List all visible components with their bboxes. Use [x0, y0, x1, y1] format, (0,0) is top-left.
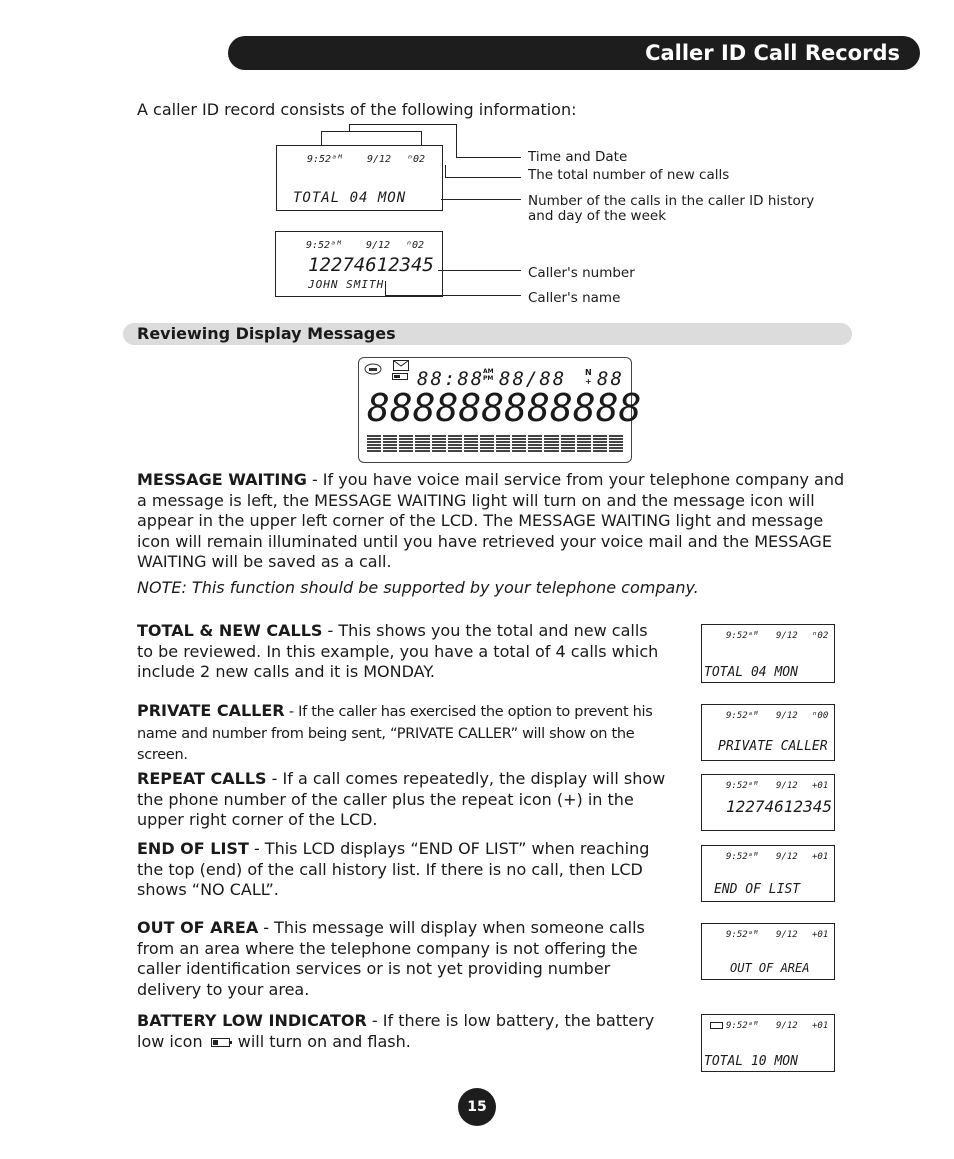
repeat-calls-paragraph: REPEAT CALLS - If a call comes repeatedly, the display will show the phone number of the caller plus the repeat icon (+) in the upper right corner of the LCD. [137, 769, 666, 830]
lcd-main-text: TOTAL 04 MON [293, 190, 407, 206]
message-icon [393, 360, 409, 371]
header-bar [228, 36, 920, 70]
callout-line [385, 281, 386, 296]
lcd-total-new: 9:52ᵃᴹ 9/12 ⁿ02 TOTAL 04 MON [701, 624, 835, 683]
section-title: Reviewing Display Messages [137, 324, 396, 343]
note-text: NOTE: This function should be supported by your telephone company. [137, 578, 699, 597]
lcd-date: 9/12 [367, 154, 392, 165]
callout-line [445, 177, 521, 178]
label-callers-number: Caller's number [528, 265, 635, 281]
ampm-label: AM PM [483, 368, 494, 382]
lcd-caller-name: JOHN SMITH [308, 278, 385, 291]
segment-time: 88:88 [417, 368, 485, 390]
lcd-time: 9:52ᵃᴹ [306, 240, 343, 251]
total-new-paragraph: TOTAL & NEW CALLS - This shows you the total and new calls to be reviewed. In this example, you have a total of 4 calls which include 2 new calls and it is MONDAY. [137, 621, 659, 682]
end-of-list-paragraph: END OF LIST - This LCD displays “END OF LIST” when reaching the top (end) of the call history list. If there is no call, then LCD shows “NO CALL”. [137, 839, 650, 900]
out-of-area-paragraph: OUT OF AREA - This message will display when someone calls from an area where the telephone company is not offering the caller identification services or is not yet providing number delivery to your area. [137, 918, 645, 999]
label-history-line2: and day of the week [528, 208, 667, 224]
label-time-date: Time and Date [528, 149, 628, 165]
callout-line [385, 295, 521, 296]
lcd-out-of-area: 9:52ᵃᴹ 9/12 +01 OUT OF AREA [701, 923, 835, 980]
segment-date: 88/88 [499, 368, 567, 390]
phone-icon [363, 362, 383, 376]
lcd-battery-low: 9:52ᵃᴹ 9/12 +01 TOTAL 10 MON [701, 1014, 835, 1072]
lcd-count: ⁿ02 [406, 240, 425, 251]
label-callers-name: Caller's name [528, 290, 621, 306]
callout-line [456, 124, 457, 158]
private-caller-paragraph: PRIVATE CALLER - If the caller has exercised the option to prevent his name and number from being sent, “PRIVATE CALLER” will show on the screen. [137, 701, 653, 764]
lcd-example-summary [276, 145, 443, 211]
lcd-main-text: END OF LIST [714, 882, 801, 897]
lcd-main-text: OUT OF AREA [730, 961, 810, 975]
callout-line [321, 131, 421, 132]
lcd-main-text: TOTAL 04 MON [704, 665, 798, 680]
section-bar [123, 323, 852, 345]
callout-line [456, 157, 521, 158]
battery-icon [392, 373, 410, 380]
full-lcd-display [358, 357, 642, 463]
page-number: 15 [458, 1088, 496, 1126]
battery-low-paragraph: BATTERY LOW INDICATOR - If there is low battery, the battery low icon will turn on and flash. [137, 1011, 655, 1051]
segment-main: 888888888888 [367, 386, 642, 430]
lcd-main-text: 12274612345 [726, 797, 832, 816]
lcd-repeat-calls: 9:52ᵃᴹ 9/12 +01 12274612345 [701, 774, 835, 831]
label-total-new: The total number of new calls [528, 167, 730, 183]
label-history-line1: Number of the calls in the caller ID history [528, 193, 815, 209]
new-repeat-label: N + [585, 368, 592, 386]
callout-line [349, 124, 457, 125]
battery-icon [710, 1022, 723, 1029]
callout-line [349, 124, 350, 132]
lcd-date: 9/12 [366, 240, 391, 251]
dot-matrix-row [367, 434, 623, 452]
page-title: Caller ID Call Records [645, 41, 900, 65]
lcd-private-caller: 9:52ᵃᴹ 9/12 ⁿ00 PRIVATE CALLER [701, 704, 835, 761]
callout-line [441, 199, 521, 200]
lcd-count: ⁿ02 [407, 154, 426, 165]
lcd-main-text: PRIVATE CALLER [718, 739, 828, 754]
callout-line [321, 131, 322, 145]
callout-line [438, 270, 521, 271]
lcd-main-text: TOTAL 10 MON [704, 1054, 798, 1069]
lcd-caller-number: 12274612345 [308, 254, 434, 276]
intro-text: A caller ID record consists of the following information: [137, 100, 577, 119]
message-waiting-paragraph: MESSAGE WAITING - If you have voice mail service from your telephone company and a message is left, the MESSAGE WAITING light will turn on and the message icon will appear in the upper left corner of the LCD. The MESSAGE WAITING light and message icon will remain illuminated until you have retrieved your voice mail and the MESSAGE WAITING will be saved as a call. [137, 470, 845, 572]
callout-line [421, 131, 422, 145]
lcd-example-caller [275, 231, 443, 297]
lcd-end-of-list: 9:52ᵃᴹ 9/12 +01 END OF LIST [701, 845, 835, 902]
segment-count: 88 [597, 368, 624, 390]
lcd-time: 9:52ᵃᴹ [307, 154, 344, 165]
battery-low-icon [211, 1038, 230, 1047]
